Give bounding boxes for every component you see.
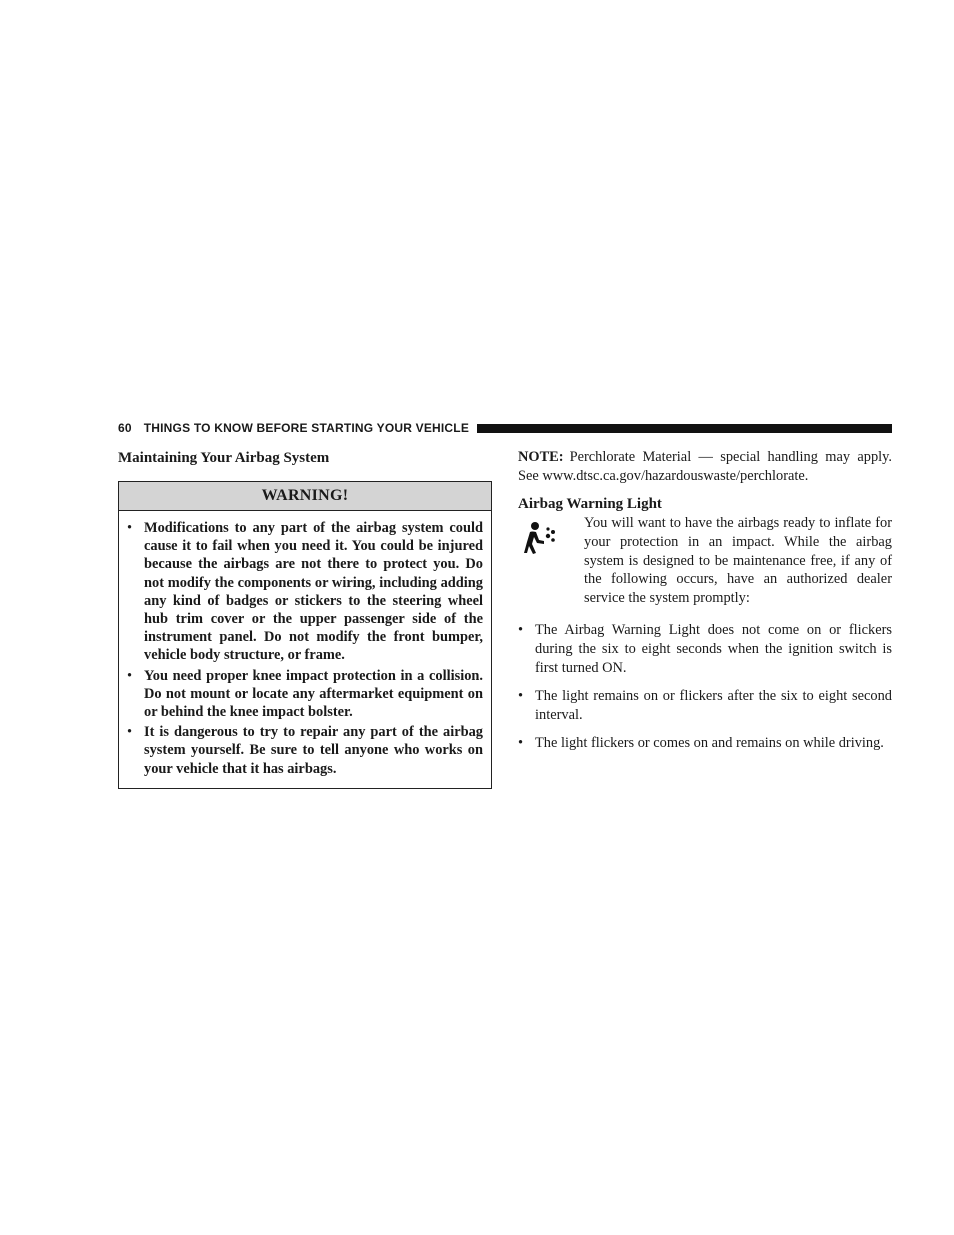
warning-item [127, 723, 483, 778]
icon-paragraph [518, 514, 892, 608]
section-heading: Maintaining Your Airbag System [118, 450, 330, 466]
warning-item-text: Modifications to any part of the airbag system could cause it to fail when you need it. You could be injured because the airbags are not there to protect you. Do not modify the components or wiring, including adding any kind of badges or stickers to the steering wheel hub trim cover or the upper passenger side of the instrument panel. Do not modify the front bumper, vehicle body structure, or frame. [144, 520, 483, 664]
list-item-text: The light remains on or flickers after the six to eight second interval. [535, 687, 892, 723]
list-item [518, 621, 892, 678]
bullet-dot: • [518, 621, 524, 638]
list-item-text: The light flickers or comes on and remains on while driving. [535, 734, 884, 751]
warning-list [119, 511, 491, 788]
warning-item-text: You need proper knee impact protection in a collision. Do not mount or locate any aftermarket equipment on or behind the knee impact bolster. [144, 667, 483, 721]
intro-paragraph: You will want to have the airbags ready to inflate for your protection in an impact. While the airbag system is designed to be maintenance free, if any of the following occurs, have an authorized dealer service the system promptly: [584, 515, 892, 607]
note-text: Perchlorate Material — special handling may apply. See www.dtsc.ca.gov/hazardouswaste/perchlorate. [518, 449, 892, 484]
right-column [518, 448, 892, 762]
bullet-dot: • [518, 734, 524, 751]
bullet-dot: • [518, 687, 524, 704]
warning-item [127, 519, 483, 665]
list-item-text: The Airbag Warning Light does not come on or flickers during the six to eight seconds when the ignition switch is first turned ON. [535, 621, 892, 676]
header-rule [477, 424, 892, 433]
warning-item [127, 667, 483, 722]
list-item [518, 734, 892, 753]
bullet-dot: • [127, 667, 133, 684]
list-item [518, 687, 892, 725]
warning-item-text: It is dangerous to try to repair any part of the airbag system yourself. Be sure to tell anyone who works on your vehicle that it has airbags. [144, 724, 483, 777]
warning-title: WARNING! [119, 482, 491, 511]
warning-light-conditions [518, 621, 892, 753]
bullet-dot: • [127, 724, 133, 741]
icon-container [518, 514, 584, 608]
note-paragraph [518, 448, 892, 486]
airbag-warning-light-heading: Airbag Warning Light [518, 496, 662, 512]
airbag-warning-icon [518, 520, 558, 556]
page-header [118, 420, 892, 436]
chapter-title: THINGS TO KNOW BEFORE STARTING YOUR VEHICLE [143, 421, 470, 435]
page-number: 60 [118, 421, 132, 435]
note-label: NOTE: [518, 449, 564, 465]
bullet-dot: • [127, 520, 133, 536]
warning-box [118, 481, 492, 789]
left-column [118, 448, 492, 789]
